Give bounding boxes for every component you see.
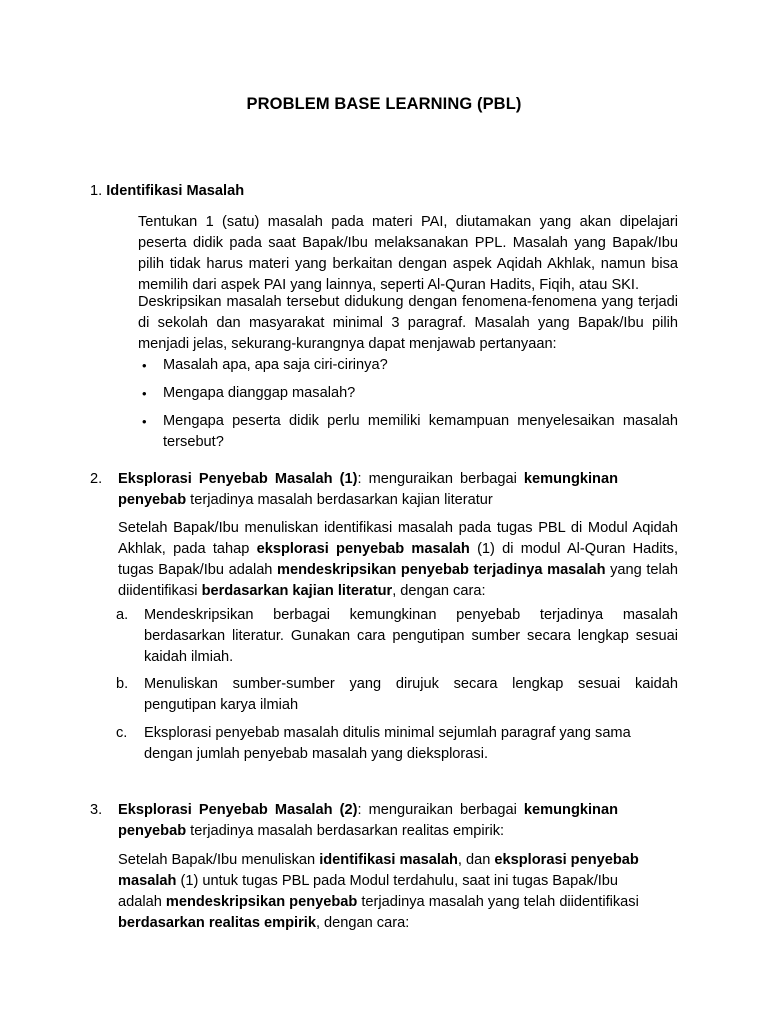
list-item-text: Mendeskripsikan berbagai kemungkinan penyebab terjadinya masalah berdasarkan literatur. Gunakan cara pengutipan sumber secara lengkap sesuai kaidah ilmiah. <box>144 607 678 665</box>
paragraph-bold-text: mendeskripsikan penyebab <box>165 894 358 910</box>
bullet-icon: • <box>142 414 147 429</box>
bullet-text: Mengapa dianggap masalah? <box>163 385 356 401</box>
paragraph-bold-text: eksplorasi penyebab masalah <box>118 852 639 889</box>
heading-bold-text: kemungkinan penyebab <box>118 471 618 508</box>
paragraph-bold-text: eksplorasi penyebab masalah <box>256 541 470 557</box>
paragraph-text: , dengan cara: <box>392 583 486 599</box>
list-item-label: c. <box>116 725 128 741</box>
bullet-icon: • <box>142 386 147 401</box>
section-2-paragraph <box>118 518 678 602</box>
section-2-title: Eksplorasi Penyebab Masalah (1) <box>118 471 358 487</box>
section-3-number: 3. <box>90 802 103 818</box>
heading-text: : menguraikan berbagai <box>357 802 524 818</box>
heading-text: terjadinya masalah berdasarkan kajian literatur <box>186 492 493 508</box>
section-1-paragraph-2: Deskripsikan masalah tersebut didukung dengan fenomena-fenomena yang terjadi di sekolah dan masyarakat minimal 3 paragraf. Masalah yang Bapak/Ibu pilih menjadi jelas, sekurang-kurangnya dapat menjawab pertanyaan: <box>138 294 678 352</box>
section-1-title: Identifikasi Masalah <box>106 183 245 199</box>
section-3-title: Eksplorasi Penyebab Masalah (2) <box>118 802 358 818</box>
paragraph-bold-text: mendeskripsikan penyebab terjadinya masalah <box>277 562 606 578</box>
paragraph-text: , dengan cara: <box>315 915 410 931</box>
section-3-heading <box>118 800 618 842</box>
heading-text: terjadinya masalah berdasarkan realitas empirik: <box>186 823 505 839</box>
section-1-number: 1. <box>90 183 103 199</box>
section-1-paragraph-1: Tentukan 1 (satu) masalah pada materi PAI, diutamakan yang akan dipelajari peserta didik pada saat Bapak/Ibu melaksanakan PPL. Masalah yang Bapak/Ibu pilih tidak harus materi yang berkaitan dengan aspek Aqidah Akhlak, namun bisa memilih dari aspek PAI yang lainnya, seperti Al-Quran Hadits, Fiqih, atau SKI. <box>138 214 678 293</box>
paragraph-bold-text: berdasarkan realitas empirik <box>118 915 316 931</box>
section-3-paragraph <box>118 850 663 934</box>
paragraph-bold-text: identifikasi masalah <box>319 852 458 868</box>
paragraph-text: , dan <box>457 852 495 868</box>
paragraph-text: Setelah Bapak/Ibu menuliskan identifikasi masalah pada tugas PBL di Modul Aqidah Akhlak, pada tahap <box>118 520 678 557</box>
section-1-heading <box>90 181 244 202</box>
page-title: PROBLEM BASE LEARNING (PBL) <box>246 95 522 113</box>
paragraph-text: (1) untuk tugas PBL pada Modul terdahulu, saat ini tugas Bapak/Ibu adalah <box>118 873 619 910</box>
bullet-text: Mengapa peserta didik perlu memiliki kemampuan menyelesaikan masalah tersebut? <box>163 413 678 450</box>
heading-bold-text: kemungkinan penyebab <box>118 802 618 839</box>
section-2-number: 2. <box>90 471 103 487</box>
heading-text: : menguraikan berbagai <box>357 471 524 487</box>
bullet-icon: • <box>142 358 147 373</box>
paragraph-bold-text: berdasarkan kajian literatur <box>201 583 393 599</box>
paragraph-text: yang telah diidentifikasi <box>118 562 678 599</box>
section-2-heading <box>118 469 618 511</box>
list-item-label: b. <box>116 676 129 692</box>
list-item-label: a. <box>116 607 129 623</box>
list-item-text: Eksplorasi penyebab masalah ditulis minimal sejumlah paragraf yang sama dengan jumlah penyebab masalah yang dieksplorasi. <box>144 725 631 762</box>
bullet-text: Masalah apa, apa saja ciri-cirinya? <box>163 357 388 373</box>
list-item-text: Menuliskan sumber-sumber yang dirujuk secara lengkap sesuai kaidah pengutipan karya ilmiah <box>144 676 678 713</box>
paragraph-text: Setelah Bapak/Ibu menuliskan <box>118 852 320 868</box>
paragraph-text: (1) di modul Al-Quran Hadits, tugas Bapak/Ibu adalah <box>118 541 679 578</box>
paragraph-text: terjadinya masalah yang telah diidentifikasi <box>357 894 639 910</box>
